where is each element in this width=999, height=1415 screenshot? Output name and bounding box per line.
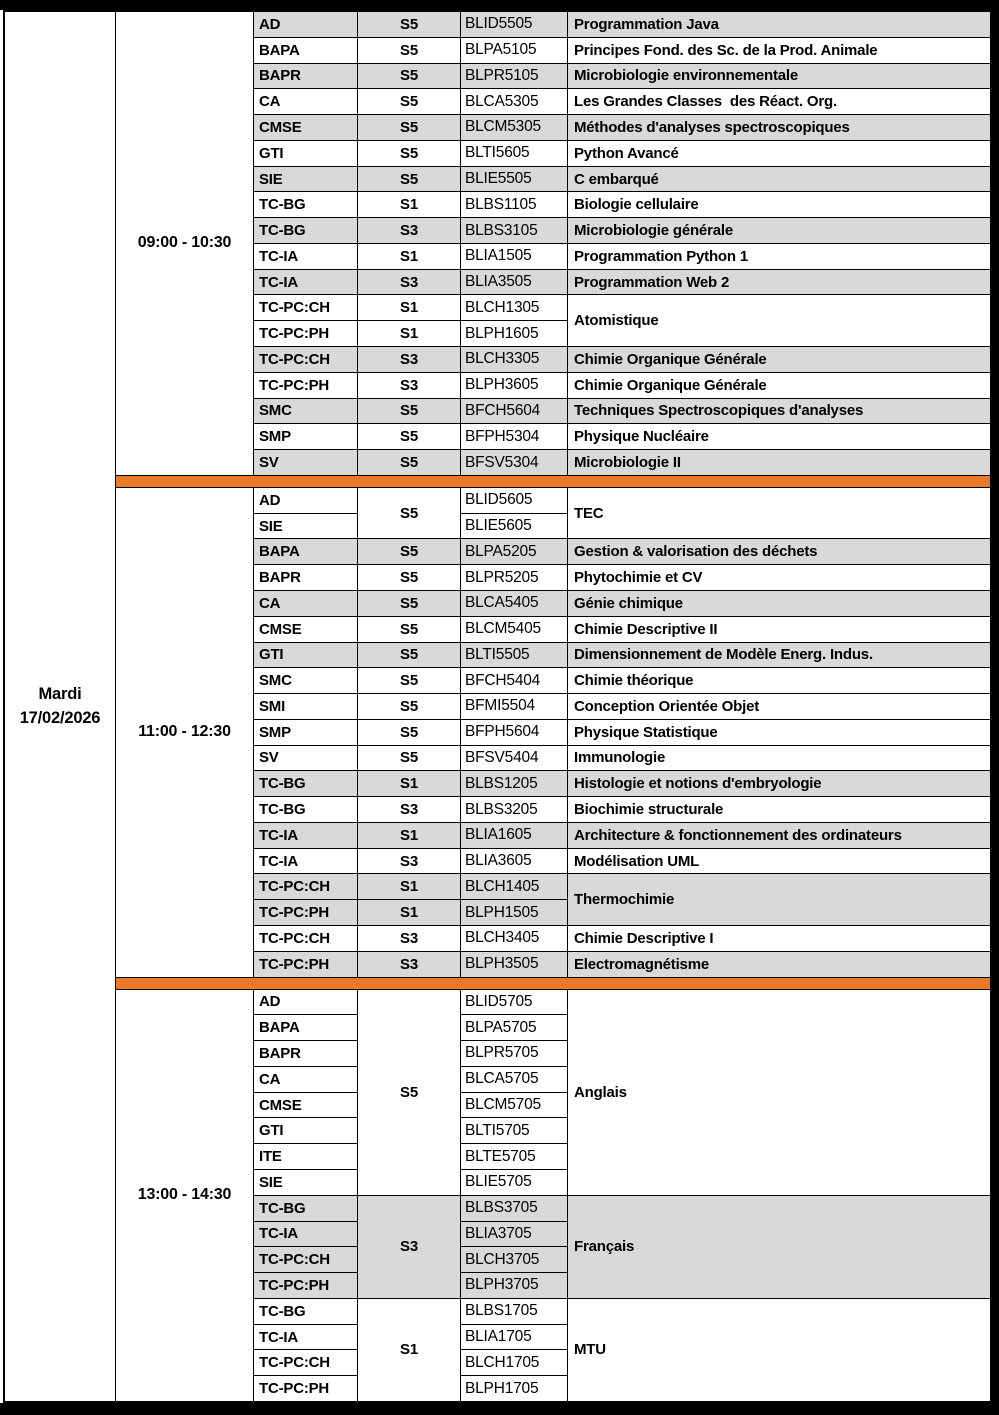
program-cell: SMI xyxy=(254,694,357,719)
code-cell: BLPH1705 xyxy=(461,1376,567,1401)
code-cell: BLCH3405 xyxy=(461,926,567,951)
semester-cell: S1 xyxy=(358,1299,460,1401)
course-cell: Physique Statistique xyxy=(568,720,990,745)
semester-cell: S5 xyxy=(358,694,460,719)
course-cell: Modélisation UML xyxy=(568,849,990,874)
code-cell: BLTI5605 xyxy=(461,141,567,166)
program-cell: CA xyxy=(254,89,357,114)
program-cell: CMSE xyxy=(254,115,357,140)
semester-cell: S5 xyxy=(358,720,460,745)
code-cell: BLCH1705 xyxy=(461,1350,567,1375)
program-cell: TC-IA xyxy=(254,1325,357,1350)
course-cell: Microbiologie générale xyxy=(568,218,990,243)
course-cell: Chimie théorique xyxy=(568,668,990,693)
program-cell: TC-BG xyxy=(254,771,357,796)
code-cell: BLID5605 xyxy=(461,488,567,513)
code-cell: BLCA5705 xyxy=(461,1067,567,1092)
day-name: Mardi xyxy=(38,684,82,703)
semester-cell: S1 xyxy=(358,192,460,217)
code-cell: BLPA5105 xyxy=(461,38,567,63)
semester-cell: S5 xyxy=(358,668,460,693)
course-cell: Chimie Descriptive I xyxy=(568,926,990,951)
program-cell: TC-PC:CH xyxy=(254,1350,357,1375)
program-cell: TC-PC:CH xyxy=(254,874,357,899)
semester-cell: S5 xyxy=(358,38,460,63)
program-cell: SMP xyxy=(254,720,357,745)
code-cell: BLIA1605 xyxy=(461,823,567,848)
semester-cell: S5 xyxy=(358,990,460,1195)
code-cell: BLPH3505 xyxy=(461,952,567,977)
program-cell: ITE xyxy=(254,1144,357,1169)
course-cell: Programmation Java xyxy=(568,12,990,37)
semester-cell: S5 xyxy=(358,617,460,642)
program-cell: SIE xyxy=(254,167,357,192)
semester-cell: S1 xyxy=(358,321,460,346)
semester-cell: S3 xyxy=(358,347,460,372)
semester-cell: S5 xyxy=(358,746,460,771)
code-cell: BLCH3705 xyxy=(461,1247,567,1272)
code-cell: BLPR5105 xyxy=(461,64,567,89)
semester-cell: S1 xyxy=(358,823,460,848)
program-cell: TC-PC:PH xyxy=(254,321,357,346)
course-cell: Dimensionnement de Modèle Energ. Indus. xyxy=(568,643,990,668)
semester-cell: S1 xyxy=(358,244,460,269)
course-cell: Méthodes d'analyses spectroscopiques xyxy=(568,115,990,140)
course-cell: Conception Orientée Objet xyxy=(568,694,990,719)
program-cell: CMSE xyxy=(254,617,357,642)
code-cell: BLTE5705 xyxy=(461,1144,567,1169)
time-block xyxy=(116,12,990,475)
course-cell: Physique Nucléaire xyxy=(568,424,990,449)
program-cell: TC-IA xyxy=(254,1222,357,1247)
time-slot-label: 11:00 - 12:30 xyxy=(116,488,253,977)
time-slot-label: 09:00 - 10:30 xyxy=(116,12,253,475)
course-cell: Biologie cellulaire xyxy=(568,192,990,217)
right-border-bar xyxy=(992,0,999,1415)
semester-cell: S5 xyxy=(358,89,460,114)
code-cell: BLID5705 xyxy=(461,990,567,1015)
program-cell: CA xyxy=(254,591,357,616)
code-cell: BLTI5705 xyxy=(461,1118,567,1143)
course-cell: Programmation Web 2 xyxy=(568,270,990,295)
semester-cell: S5 xyxy=(358,643,460,668)
semester-cell: S5 xyxy=(358,64,460,89)
code-cell: BLPH1605 xyxy=(461,321,567,346)
program-cell: GTI xyxy=(254,141,357,166)
course-cell: Immunologie xyxy=(568,746,990,771)
program-cell: SIE xyxy=(254,1170,357,1195)
course-cell: Histologie et notions d'embryologie xyxy=(568,771,990,796)
day-date: 17/02/2026 xyxy=(19,708,101,727)
program-cell: AD xyxy=(254,488,357,513)
course-cell: Python Avancé xyxy=(568,141,990,166)
code-cell: BLIE5705 xyxy=(461,1170,567,1195)
semester-cell: S5 xyxy=(358,167,460,192)
program-cell: BAPA xyxy=(254,1015,357,1040)
code-cell: BLBS1105 xyxy=(461,192,567,217)
program-cell: SV xyxy=(254,450,357,475)
day-date-cell xyxy=(5,12,115,1401)
code-cell: BLCH1405 xyxy=(461,874,567,899)
code-cell: BFSV5304 xyxy=(461,450,567,475)
program-cell: TC-PC:PH xyxy=(254,1273,357,1298)
code-cell: BLBS3105 xyxy=(461,218,567,243)
course-cell: Les Grandes Classes des Réact. Org. xyxy=(568,89,990,114)
time-slot-label: 13:00 - 14:30 xyxy=(116,990,253,1401)
program-cell: TC-PC:CH xyxy=(254,347,357,372)
course-cell: Gestion & valorisation des déchets xyxy=(568,539,990,564)
program-cell: TC-PC:CH xyxy=(254,1247,357,1272)
code-cell: BLCH1305 xyxy=(461,295,567,320)
orange-divider xyxy=(116,978,990,989)
code-cell: BLIA3505 xyxy=(461,270,567,295)
code-cell: BLCH3305 xyxy=(461,347,567,372)
semester-cell: S3 xyxy=(358,373,460,398)
code-cell: BLIA3705 xyxy=(461,1222,567,1247)
orange-divider xyxy=(116,476,990,487)
code-cell: BLTI5505 xyxy=(461,643,567,668)
code-cell: BLBS1705 xyxy=(461,1299,567,1324)
program-cell: BAPA xyxy=(254,539,357,564)
program-cell: TC-BG xyxy=(254,192,357,217)
course-cell: Architecture & fonctionnement des ordinateurs xyxy=(568,823,990,848)
time-block xyxy=(116,990,990,1401)
code-cell: BLCM5405 xyxy=(461,617,567,642)
program-cell: TC-PC:PH xyxy=(254,900,357,925)
code-cell: BLCA5405 xyxy=(461,591,567,616)
semester-cell: S3 xyxy=(358,270,460,295)
semester-cell: S3 xyxy=(358,926,460,951)
code-cell: BLBS3205 xyxy=(461,797,567,822)
program-cell: BAPR xyxy=(254,64,357,89)
program-cell: TC-PC:PH xyxy=(254,373,357,398)
course-cell: Programmation Python 1 xyxy=(568,244,990,269)
course-cell: Phytochimie et CV xyxy=(568,565,990,590)
code-cell: BLPR5705 xyxy=(461,1041,567,1066)
course-cell: Français xyxy=(568,1196,990,1298)
code-cell: BFCH5404 xyxy=(461,668,567,693)
program-cell: SIE xyxy=(254,514,357,539)
program-cell: AD xyxy=(254,990,357,1015)
course-cell: Anglais xyxy=(568,990,990,1195)
code-cell: BFMI5504 xyxy=(461,694,567,719)
code-cell: BLID5505 xyxy=(461,12,567,37)
program-cell: TC-IA xyxy=(254,270,357,295)
program-cell: TC-IA xyxy=(254,244,357,269)
semester-cell: S5 xyxy=(358,424,460,449)
program-cell: TC-PC:PH xyxy=(254,952,357,977)
code-cell: BLPH3705 xyxy=(461,1273,567,1298)
course-cell: Principes Fond. des Sc. de la Prod. Animale xyxy=(568,38,990,63)
program-cell: BAPA xyxy=(254,38,357,63)
course-cell: Chimie Descriptive II xyxy=(568,617,990,642)
program-cell: AD xyxy=(254,12,357,37)
course-cell: Génie chimique xyxy=(568,591,990,616)
course-cell: Biochimie structurale xyxy=(568,797,990,822)
program-cell: TC-BG xyxy=(254,1196,357,1221)
course-cell: C embarqué xyxy=(568,167,990,192)
code-cell: BFSV5404 xyxy=(461,746,567,771)
code-cell: BLPH3605 xyxy=(461,373,567,398)
course-cell: Atomistique xyxy=(568,295,990,346)
program-cell: TC-IA xyxy=(254,823,357,848)
program-cell: BAPR xyxy=(254,1041,357,1066)
code-cell: BFPH5304 xyxy=(461,424,567,449)
program-cell: CA xyxy=(254,1067,357,1092)
program-cell: TC-BG xyxy=(254,218,357,243)
semester-cell: S5 xyxy=(358,539,460,564)
schedule-blocks xyxy=(116,12,990,1401)
program-cell: TC-BG xyxy=(254,1299,357,1324)
course-cell: TEC xyxy=(568,488,990,539)
code-cell: BLIA1505 xyxy=(461,244,567,269)
code-cell: BFCH5604 xyxy=(461,399,567,424)
semester-cell: S1 xyxy=(358,295,460,320)
semester-cell: S3 xyxy=(358,849,460,874)
code-cell: BLCA5305 xyxy=(461,89,567,114)
semester-cell: S1 xyxy=(358,771,460,796)
code-cell: BLIA3605 xyxy=(461,849,567,874)
code-cell: BLPA5705 xyxy=(461,1015,567,1040)
semester-cell: S3 xyxy=(358,218,460,243)
bottom-border-bar xyxy=(0,1403,999,1415)
semester-cell: S3 xyxy=(358,1196,460,1298)
semester-cell: S5 xyxy=(358,115,460,140)
semester-cell: S5 xyxy=(358,450,460,475)
timetable-table xyxy=(3,10,992,1403)
course-cell: Microbiologie II xyxy=(568,450,990,475)
course-cell: Techniques Spectroscopiques d'analyses xyxy=(568,399,990,424)
block-grid xyxy=(254,12,990,475)
top-border-bar xyxy=(0,0,999,10)
course-cell: MTU xyxy=(568,1299,990,1401)
program-cell: TC-PC:PH xyxy=(254,1376,357,1401)
semester-cell: S5 xyxy=(358,399,460,424)
program-cell: CMSE xyxy=(254,1093,357,1118)
program-cell: TC-PC:CH xyxy=(254,295,357,320)
code-cell: BLPH1505 xyxy=(461,900,567,925)
time-block xyxy=(116,488,990,977)
semester-cell: S5 xyxy=(358,565,460,590)
course-cell: Thermochimie xyxy=(568,874,990,925)
course-cell: Microbiologie environnementale xyxy=(568,64,990,89)
block-grid xyxy=(254,990,990,1401)
code-cell: BLBS3705 xyxy=(461,1196,567,1221)
semester-cell: S3 xyxy=(358,952,460,977)
code-cell: BLIE5505 xyxy=(461,167,567,192)
program-cell: SMC xyxy=(254,399,357,424)
semester-cell: S5 xyxy=(358,141,460,166)
code-cell: BFPH5604 xyxy=(461,720,567,745)
course-cell: Chimie Organique Générale xyxy=(568,347,990,372)
code-cell: BLPA5205 xyxy=(461,539,567,564)
semester-cell: S5 xyxy=(358,12,460,37)
program-cell: GTI xyxy=(254,1118,357,1143)
program-cell: BAPR xyxy=(254,565,357,590)
code-cell: BLBS1205 xyxy=(461,771,567,796)
program-cell: GTI xyxy=(254,643,357,668)
semester-cell: S1 xyxy=(358,900,460,925)
code-cell: BLCM5305 xyxy=(461,115,567,140)
program-cell: SMC xyxy=(254,668,357,693)
code-cell: BLPR5205 xyxy=(461,565,567,590)
block-grid xyxy=(254,488,990,977)
semester-cell: S1 xyxy=(358,874,460,899)
code-cell: BLIA1705 xyxy=(461,1325,567,1350)
program-cell: TC-PC:CH xyxy=(254,926,357,951)
program-cell: SV xyxy=(254,746,357,771)
semester-cell: S3 xyxy=(358,797,460,822)
course-cell: Electromagnétisme xyxy=(568,952,990,977)
program-cell: TC-IA xyxy=(254,849,357,874)
code-cell: BLCM5705 xyxy=(461,1093,567,1118)
program-cell: TC-BG xyxy=(254,797,357,822)
code-cell: BLIE5605 xyxy=(461,514,567,539)
course-cell: Chimie Organique Générale xyxy=(568,373,990,398)
program-cell: SMP xyxy=(254,424,357,449)
semester-cell: S5 xyxy=(358,488,460,539)
semester-cell: S5 xyxy=(358,591,460,616)
